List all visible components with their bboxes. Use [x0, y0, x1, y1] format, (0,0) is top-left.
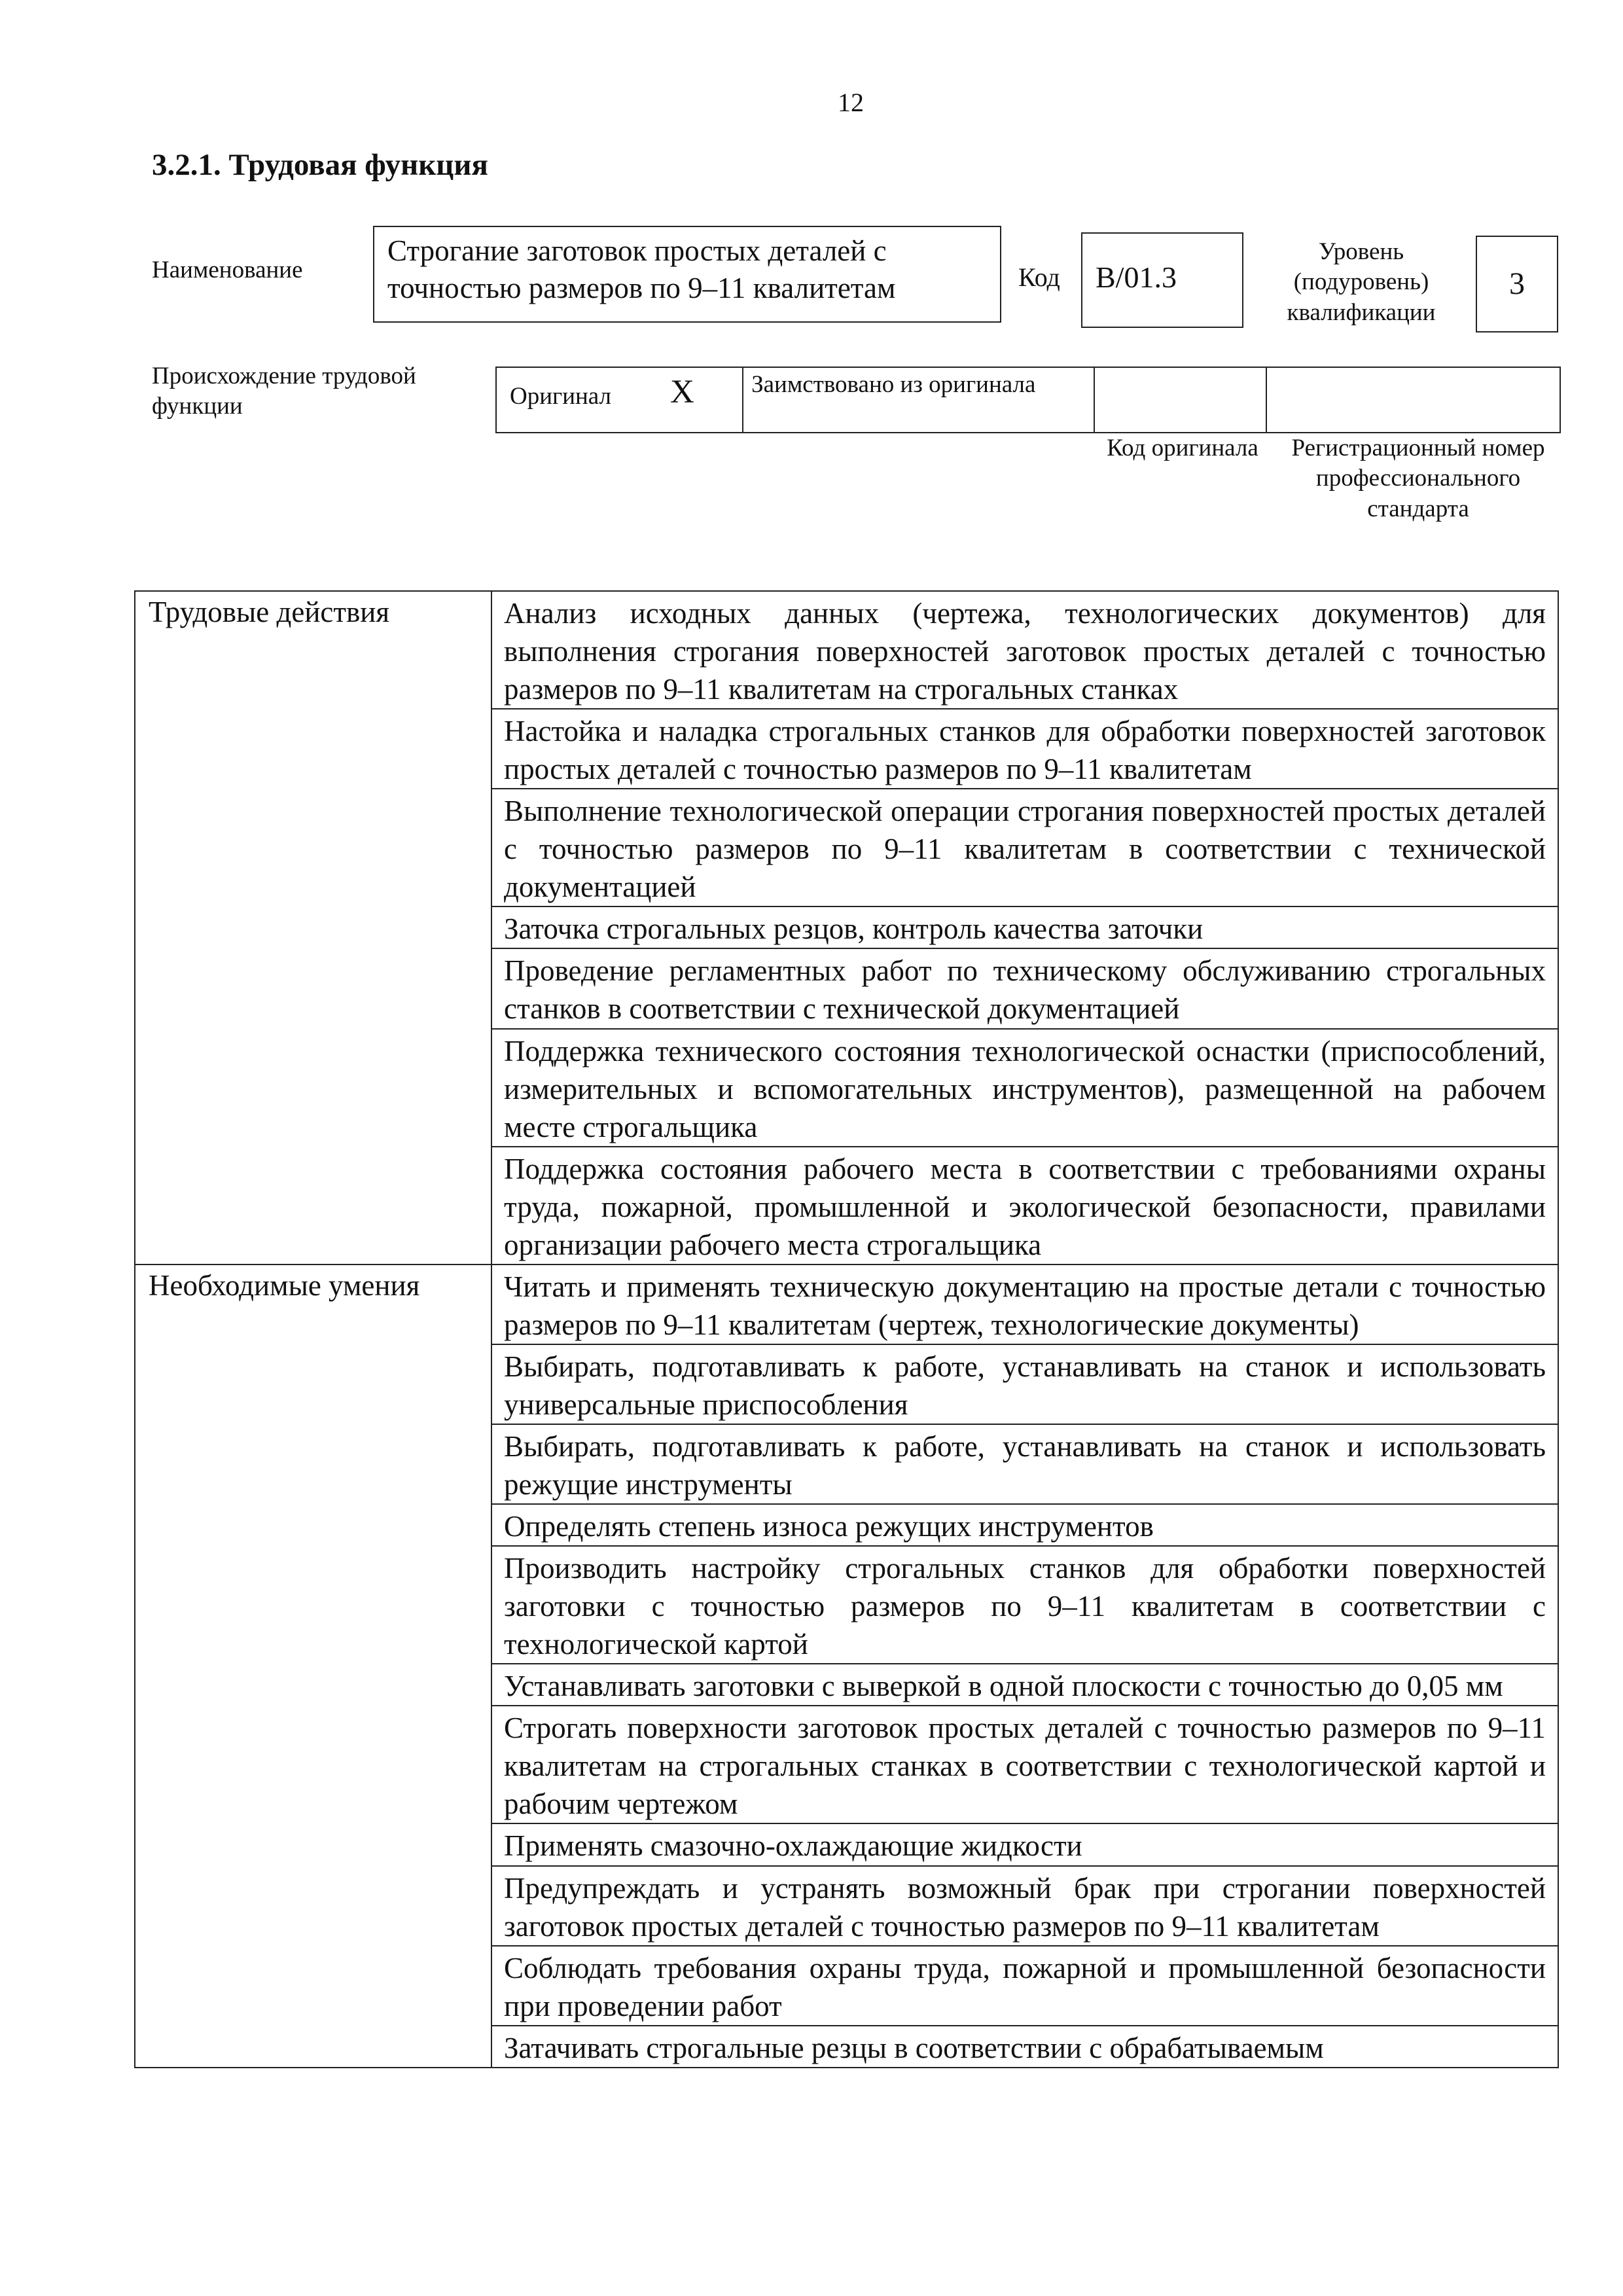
- original-code-cell: [1095, 368, 1267, 432]
- list-item: Выполнение технологической операции строгания поверхностей простых деталей с точностью размеров по 9–11 квалитетам в соответствии с технической документацией: [491, 789, 1558, 906]
- table-row: [135, 1265, 1558, 1344]
- list-item: Поддержка технического состояния технологической оснастки (приспособлений, измерительных и вспомогательных инструментов), размещенной на рабочем месте строгальщика: [491, 1029, 1558, 1147]
- registration-number-cell: [1267, 368, 1560, 432]
- section-title: 3.2.1. Трудовая функция: [152, 148, 488, 182]
- page-number: 12: [838, 88, 864, 117]
- origin-mark: X: [670, 374, 694, 410]
- code-label: Код: [1018, 262, 1060, 292]
- list-item: Применять смазочно-охлаждающие жидкости: [491, 1823, 1558, 1865]
- level-box: 3: [1476, 236, 1558, 332]
- list-item: Выбирать, подготавливать к работе, устанавливать на станок и использовать режущие инструменты: [491, 1424, 1558, 1504]
- origin-original-label: Оригинал: [510, 383, 612, 410]
- origin-grid: [495, 367, 1561, 433]
- table-row: [135, 591, 1558, 709]
- list-item: Выбирать, подготавливать к работе, устанавливать на станок и использовать универсальные приспособления: [491, 1344, 1558, 1424]
- main-table: [134, 590, 1559, 2068]
- level-label: Уровень (подуровень) квалификации: [1287, 238, 1436, 326]
- list-item: Устанавливать заготовки с выверкой в одной плоскости с точностью до 0,05 мм: [491, 1664, 1558, 1706]
- list-item: Настойка и наладка строгальных станков для обработки поверхностей заготовок простых деталей с точностью размеров по 9–11 квалитетам: [491, 709, 1558, 789]
- name-label: Наименование: [152, 257, 303, 283]
- list-item: Заточка строгальных резцов, контроль качества заточки: [491, 906, 1558, 948]
- list-item: Определять степень износа режущих инструментов: [491, 1504, 1558, 1546]
- list-item: Затачивать строгальные резцы в соответствии с обрабатываемым: [491, 2026, 1558, 2068]
- list-item: Производить настройку строгальных станков для обработки поверхностей заготовки с точностью размеров по 9–11 квалитетам в соответствии с технологической картой: [491, 1546, 1558, 1664]
- skills-label: Необходимые умения: [135, 1265, 491, 2068]
- caption-registration-number: Регистрационный номер профессионального стандарта: [1291, 435, 1545, 522]
- list-item: Анализ исходных данных (чертежа, технологических документов) для выполнения строгания поверхностей заготовок простых деталей с точностью размеров по 9–11 квалитетам на строгальных станках: [491, 591, 1558, 709]
- list-item: Читать и применять техническую документацию на простые детали с точностью размеров по 9–11 квалитетам (чертеж, технологические документы): [491, 1265, 1558, 1344]
- function-name-box: Строгание заготовок простых деталей с точностью размеров по 9–11 квалитетам: [373, 226, 1001, 323]
- list-item: Строгать поверхности заготовок простых деталей с точностью размеров по 9–11 квалитетам на строгальных станках в соответствии с технологической картой и рабочим чертежом: [491, 1706, 1558, 1823]
- list-item: Проведение регламентных работ по техническому обслуживанию строгальных станков в соответствии с технической документацией: [491, 948, 1558, 1028]
- code-box: В/01.3: [1081, 232, 1243, 328]
- list-item: Предупреждать и устранять возможный брак при строгании поверхностей заготовок простых деталей с точностью размеров по 9–11 квалитетам: [491, 1866, 1558, 1946]
- list-item: Соблюдать требования охраны труда, пожарной и промышленной безопасности при проведении работ: [491, 1946, 1558, 2026]
- caption-original-code: Код оригинала: [1107, 435, 1258, 461]
- origin-borrowed-cell: Заимствовано из оригинала: [743, 368, 1095, 432]
- list-item: Поддержка состояния рабочего места в соответствии с требованиями охраны труда, пожарной, промышленной и экологической безопасности, правилами организации рабочего места строгальщика: [491, 1147, 1558, 1265]
- origin-label: Происхождение трудовой функции: [152, 363, 416, 420]
- origin-original-cell: [497, 368, 743, 432]
- labor-actions-label: Трудовые действия: [135, 591, 491, 1265]
